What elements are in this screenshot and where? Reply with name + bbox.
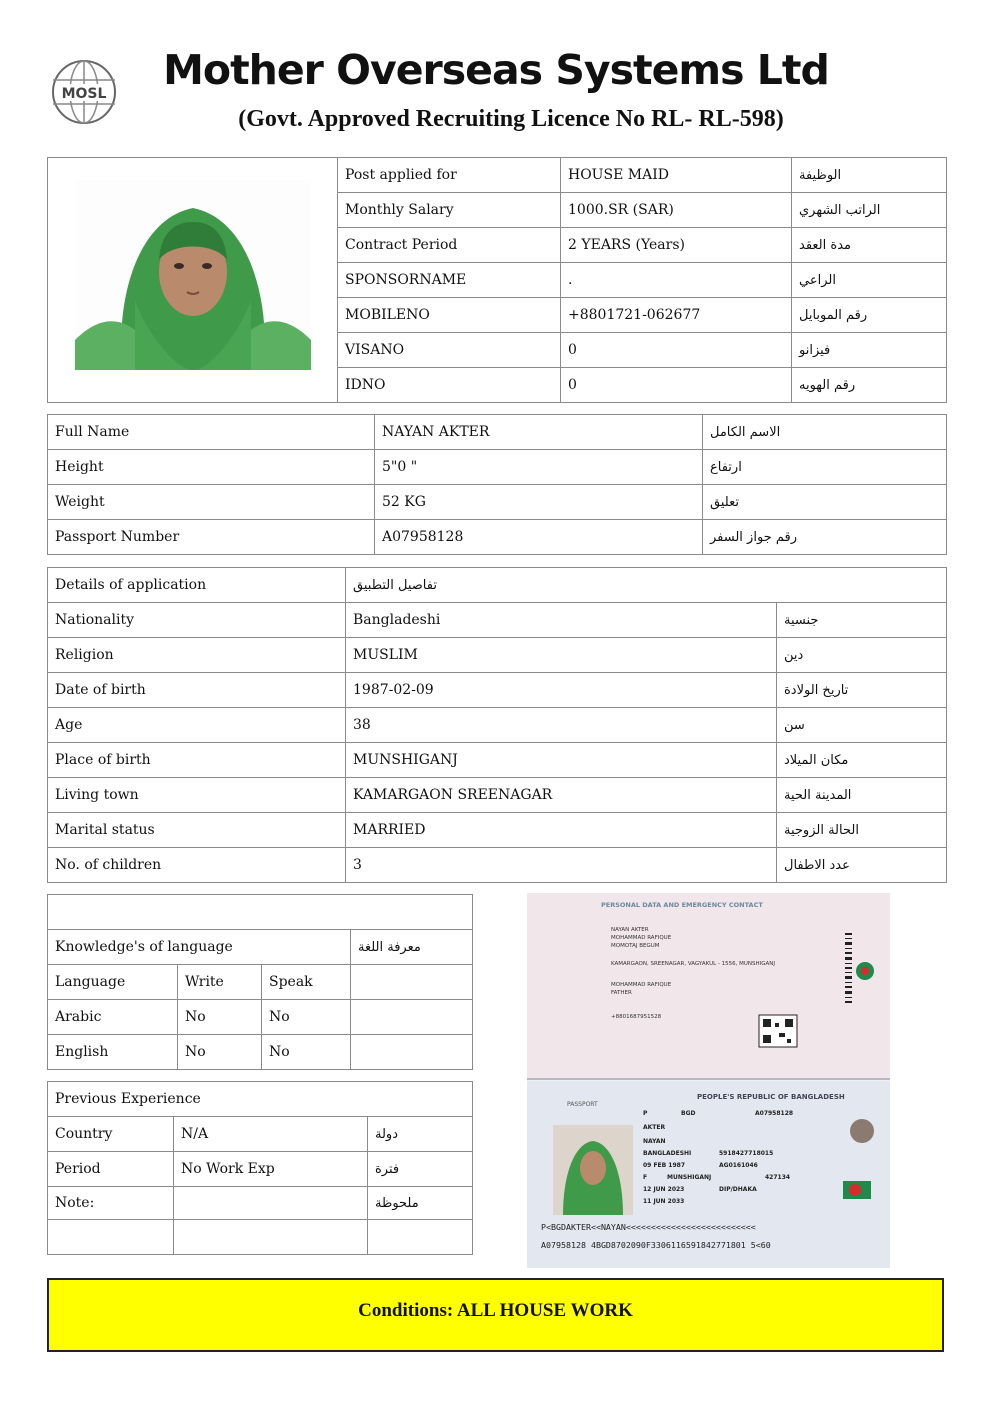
- personal-label-ar: تعليق: [703, 485, 947, 520]
- experience-label-ar: فترة: [368, 1152, 473, 1187]
- details-label-ar: تاريخ الولادة: [777, 673, 947, 708]
- details-value: 3: [346, 848, 777, 883]
- personal-label-ar: ارتفاع: [703, 450, 947, 485]
- passport-address: KAMARGAON, SREENAGAR, VAGYAKUL - 1556, MUNSHIGANJ: [611, 961, 776, 967]
- personal-value: NAYAN AKTER: [375, 415, 703, 450]
- personal-value: A07958128: [375, 520, 703, 555]
- conditions-banner: Conditions: ALL HOUSE WORK: [47, 1278, 944, 1352]
- details-label-ar: المدينة الحية: [777, 778, 947, 813]
- passport-expiry: 11 JUN 2033: [643, 1198, 685, 1205]
- details-header-label: Details of application: [48, 568, 346, 603]
- applicant-photo: [75, 180, 311, 370]
- details-table: [47, 567, 947, 883]
- passport-mother: MOMOTAJ BEGUM: [611, 943, 660, 949]
- passport-father: MOHAMMAD RAFIQUE: [611, 935, 672, 941]
- personal-label: Passport Number: [48, 520, 375, 555]
- passport-dob: 09 FEB 1987: [643, 1162, 685, 1169]
- passport-pob: MUNSHIGANJ: [667, 1174, 712, 1181]
- language-header: Language: [48, 965, 178, 1000]
- details-value: 38: [346, 708, 777, 743]
- job-value: +8801721-062677: [561, 298, 792, 333]
- passport-mrz-line1: P<BGDAKTER<<NAYAN<<<<<<<<<<<<<<<<<<<<<<<<<<: [541, 1222, 756, 1232]
- personal-value: 52 KG: [375, 485, 703, 520]
- experience-label: Period: [48, 1152, 174, 1187]
- experience-value: No Work Exp: [174, 1152, 368, 1187]
- job-label-ar: رقم الهويه: [792, 368, 947, 403]
- job-label-ar: الوظيفة: [792, 158, 947, 193]
- language-table: [47, 894, 473, 1070]
- experience-label-ar: دولة: [368, 1117, 473, 1152]
- details-label: Place of birth: [48, 743, 346, 778]
- passport-ghost-photo: [850, 1119, 874, 1143]
- licence-subtitle: (Govt. Approved Recruiting Licence No RL- RL-598): [238, 106, 784, 132]
- details-label: Living town: [48, 778, 346, 813]
- job-label: Post applied for: [338, 158, 561, 193]
- details-value: 1987-02-09: [346, 673, 777, 708]
- language-blank-row: [48, 895, 473, 930]
- job-label: SPONSORNAME: [338, 263, 561, 298]
- language-title: Knowledge's of language: [48, 930, 351, 965]
- passport-sex: F: [643, 1174, 648, 1181]
- language-name: English: [48, 1035, 178, 1070]
- experience-title: Previous Experience: [48, 1082, 473, 1117]
- details-label: No. of children: [48, 848, 346, 883]
- language-write: No: [178, 1035, 262, 1070]
- passport-number: A07958128: [755, 1110, 794, 1117]
- details-label-ar: سن: [777, 708, 947, 743]
- details-label: Age: [48, 708, 346, 743]
- passport-given: NAYAN: [643, 1138, 666, 1145]
- passport-authority: DIP/DHAKA: [719, 1186, 757, 1193]
- personal-label-ar: الاسم الكامل: [703, 415, 947, 450]
- experience-label: Note:: [48, 1187, 174, 1220]
- passport-name: NAYAN AKTER: [611, 927, 649, 933]
- job-value: 2 YEARS (Years): [561, 228, 792, 263]
- job-value: 1000.SR (SAR): [561, 193, 792, 228]
- passport-emergency-name: MOHAMMAD RAFIQUE: [611, 982, 672, 988]
- job-label: VISANO: [338, 333, 561, 368]
- details-label: Nationality: [48, 603, 346, 638]
- passport-nationality: BANGLADESHI: [643, 1150, 692, 1157]
- job-label: Contract Period: [338, 228, 561, 263]
- language-name: Arabic: [48, 1000, 178, 1035]
- job-value: HOUSE MAID: [561, 158, 792, 193]
- passport-side-no: 427134: [765, 1174, 791, 1181]
- job-label: Monthly Salary: [338, 193, 561, 228]
- experience-value: [174, 1187, 368, 1220]
- passport-personal-no: 5918427718015: [719, 1150, 774, 1157]
- passport-heading: PERSONAL DATA AND EMERGENCY CONTACT: [601, 901, 763, 909]
- language-header: Write: [178, 965, 262, 1000]
- language-header: Speak: [262, 965, 351, 1000]
- personal-value: 5"0 ": [375, 450, 703, 485]
- personal-label: Full Name: [48, 415, 375, 450]
- details-label-ar: عدد الاطفال: [777, 848, 947, 883]
- personal-label: Weight: [48, 485, 375, 520]
- experience-label: Country: [48, 1117, 174, 1152]
- passport-doc-label: PASSPORT: [567, 1101, 598, 1108]
- passport-issue: 12 JUN 2023: [643, 1186, 685, 1193]
- details-value: MUSLIM: [346, 638, 777, 673]
- details-label-ar: الحالة الزوجية: [777, 813, 947, 848]
- passport-code: BGD: [681, 1110, 696, 1117]
- language-write: No: [178, 1000, 262, 1035]
- details-label-ar: مكان الميلاد: [777, 743, 947, 778]
- details-header-ar: تفاصيل التطبيق: [346, 568, 947, 603]
- details-value: MUNSHIGANJ: [346, 743, 777, 778]
- details-label-ar: جنسية: [777, 603, 947, 638]
- passport-prev-no: AG0161046: [719, 1162, 758, 1169]
- barcode-icon: [845, 933, 852, 1003]
- experience-table: [47, 1081, 473, 1255]
- details-label: Religion: [48, 638, 346, 673]
- passport-scan: [527, 893, 890, 1268]
- passport-surname: AKTER: [643, 1124, 666, 1131]
- passport-country: PEOPLE'S REPUBLIC OF BANGLADESH: [697, 1093, 845, 1101]
- details-label-ar: دين: [777, 638, 947, 673]
- language-title-ar: معرفة اللغة: [351, 930, 473, 965]
- job-label-ar: مدة العقد: [792, 228, 947, 263]
- experience-label-ar: ملحوظة: [368, 1187, 473, 1220]
- details-value: MARRIED: [346, 813, 777, 848]
- job-label-ar: الراتب الشهري: [792, 193, 947, 228]
- details-label: Date of birth: [48, 673, 346, 708]
- experience-value: N/A: [174, 1117, 368, 1152]
- job-label-ar: الراعي: [792, 263, 947, 298]
- language-speak: No: [262, 1035, 351, 1070]
- personal-table: [47, 414, 947, 555]
- passport-telephone: +8801687951528: [611, 1014, 662, 1020]
- details-label: Marital status: [48, 813, 346, 848]
- job-value: 0: [561, 368, 792, 403]
- language-speak: No: [262, 1000, 351, 1035]
- details-value: Bangladeshi: [346, 603, 777, 638]
- job-label: MOBILENO: [338, 298, 561, 333]
- passport-relationship: FATHER: [611, 990, 632, 996]
- details-value: KAMARGAON SREENAGAR: [346, 778, 777, 813]
- company-title: Mother Overseas Systems Ltd: [163, 46, 829, 94]
- job-label-ar: فيزانو: [792, 333, 947, 368]
- job-label: IDNO: [338, 368, 561, 403]
- personal-label: Height: [48, 450, 375, 485]
- job-value: 0: [561, 333, 792, 368]
- passport-mrz-line2: A07958128 4BGD8702090F3306116591842771801 5<60: [541, 1240, 771, 1250]
- job-label-ar: رقم الموبايل: [792, 298, 947, 333]
- personal-label-ar: رقم جواز السفر: [703, 520, 947, 555]
- logo-text: MOSL: [61, 86, 107, 102]
- passport-type: P: [643, 1110, 648, 1117]
- job-value: .: [561, 263, 792, 298]
